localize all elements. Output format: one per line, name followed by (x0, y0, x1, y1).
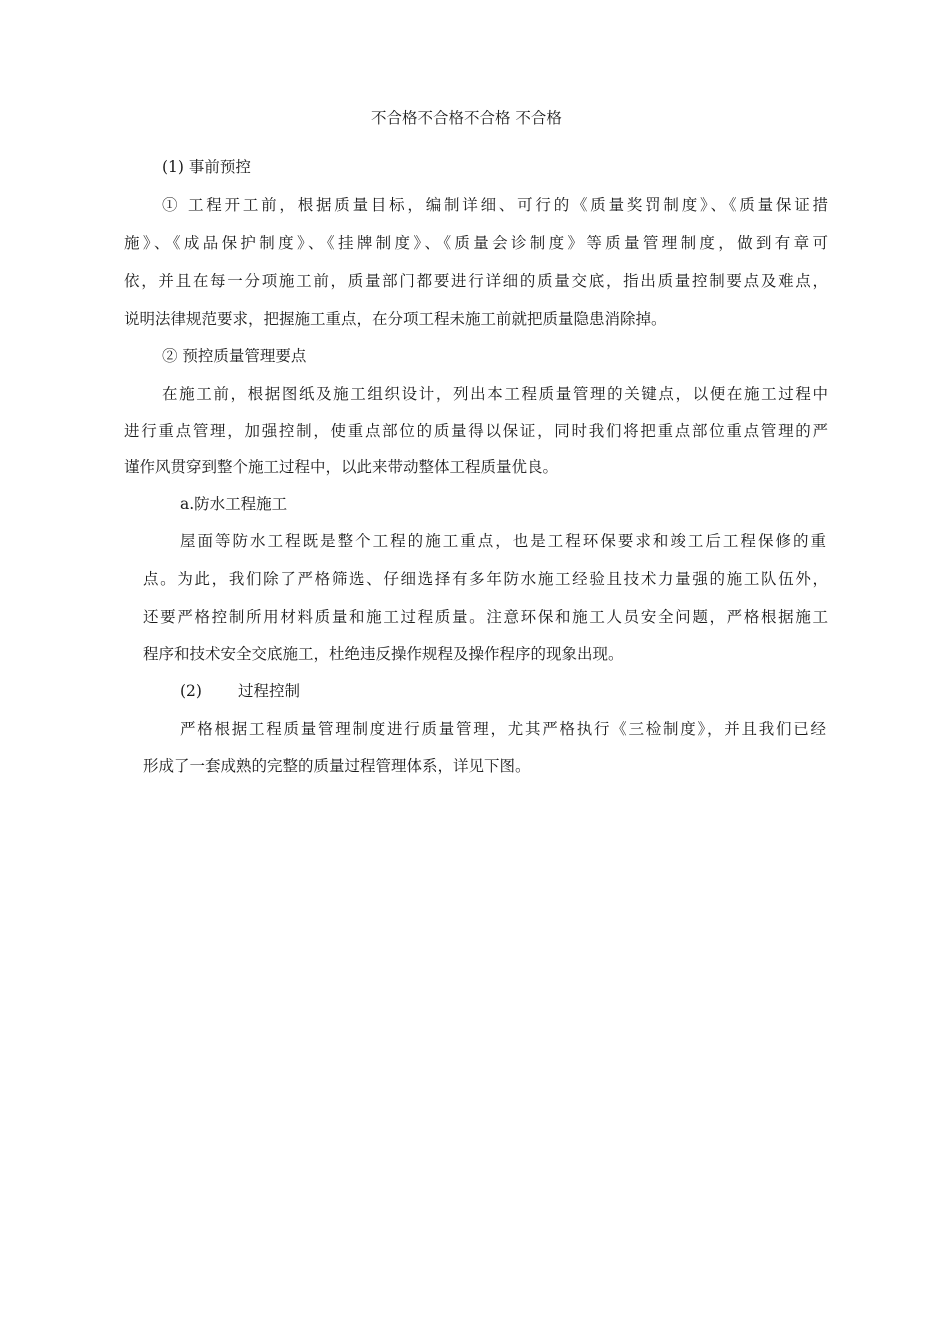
paragraph-line: 严格根据工程质量管理制度进行质量管理，尤其严格执行《三检制度》，并且我们已经 (180, 720, 826, 738)
paragraph-line: 在施工前，根据图纸及施工组织设计，列出本工程质量管理的关键点，以便在施工过程中 (162, 385, 828, 403)
paragraph-line: 进行重点管理，加强控制，使重点部位的质量得以保证，同时我们将把重点部位重点管理的严 (124, 422, 828, 440)
section-1-title: (1) 事前预控 (162, 158, 251, 176)
sub-item-a-title: a.防水工程施工 (180, 495, 288, 513)
paragraph-line: 点。为此，我们除了严格筛选、仔细选择有多年防水施工经验且技术力量强的施工队伍外， (143, 570, 828, 588)
paragraph-line: 说明法律规范要求，把握施工重点，在分项工程未施工前就把质量隐患消除掉。 (124, 310, 667, 328)
section-2-title: 过程控制 (238, 682, 301, 700)
paragraph-line: 谨作风贯穿到整个施工过程中，以此来带动整体工程质量优良。 (124, 458, 559, 476)
paragraph-line: 形成了一套成熟的完整的质量过程管理体系，详见下图。 (143, 757, 531, 775)
paragraph-line: 屋面等防水工程既是整个工程的施工重点，也是工程环保要求和竣工后工程保修的重 (180, 532, 826, 550)
paragraph-line: 程序和技术安全交底施工，杜绝违反操作规程及操作程序的现象出现。 (143, 645, 624, 663)
item-2-title: ② 预控质量管理要点 (162, 347, 307, 365)
section-2-number: (2) (180, 682, 202, 700)
page-heading: 不合格不合格不合格 不合格 (371, 109, 562, 127)
paragraph-line: 施》、《成品保护制度》、《挂牌制度》、《质量会诊制度》等质量管理制度，做到有章可 (124, 234, 828, 252)
paragraph-line: 还要严格控制所用材料质量和施工过程质量。注意环保和施工人员安全问题，严格根据施工 (143, 608, 828, 626)
paragraph-line: 依，并且在每一分项施工前，质量部门都要进行详细的质量交底，指出质量控制要点及难点， (124, 272, 828, 290)
paragraph-line: ① 工程开工前，根据质量目标，编制详细、可行的《质量奖罚制度》、《质量保证措 (162, 196, 828, 214)
